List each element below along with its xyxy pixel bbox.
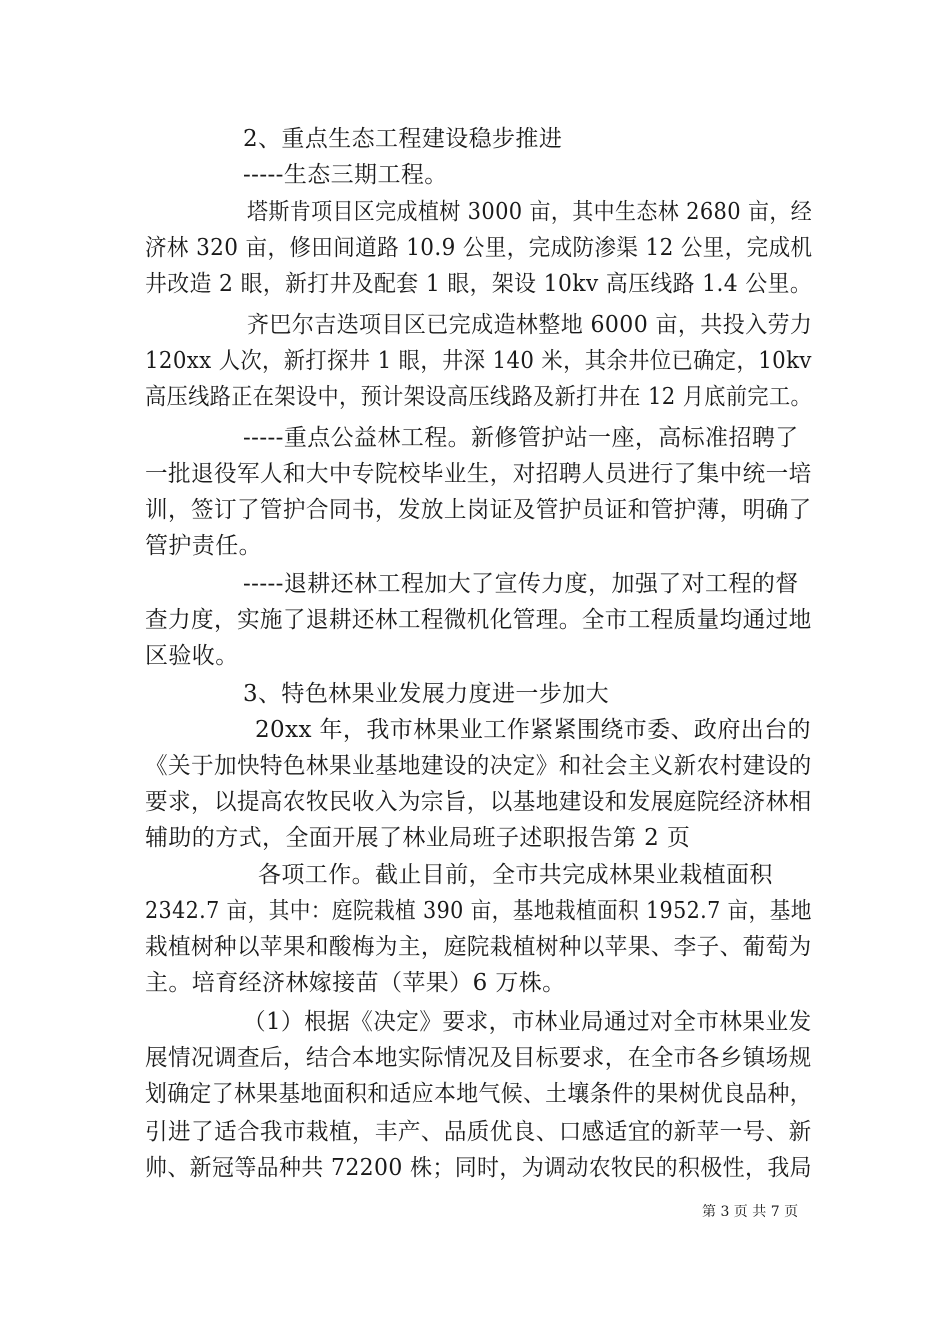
paragraph-line: 划确定了林果基地面积和适应本地气候、土壤条件的果树优良品种， <box>145 1081 812 1107</box>
paragraph-line: 帅、新冠等品种共 72200 株；同时，为调动农牧民的积极性，我局 <box>145 1155 812 1181</box>
paragraph-line: 齐巴尔吉迭项目区已完成造林整地 6000 亩，共投入劳力 <box>247 312 813 338</box>
paragraph-line: 120xx 人次，新打探井 1 眼，井深 140 米，其余井位已确定，10kv <box>145 348 812 374</box>
paragraph-line: 栽植树种以苹果和酸梅为主，庭院栽植树种以苹果、李子、葡萄为 <box>145 934 812 960</box>
paragraph-line: 济林 320 亩，修田间道路 10.9 公里，完成防渗渠 12 公里，完成机 <box>145 235 813 261</box>
paragraph-line: 塔斯肯项目区完成植树 3000 亩，其中生态林 2680 亩，经 <box>247 199 813 225</box>
paragraph-line: -----重点公益林工程。新修管护站一座，高标准招聘了 <box>243 425 799 451</box>
paragraph-line: 引进了适合我市栽植，丰产、品质优良、口感适宜的新苹一号、新 <box>145 1119 812 1145</box>
paragraph-line: 查力度，实施了退耕还林工程微机化管理。全市工程质量均通过地 <box>145 607 812 633</box>
paragraph-line: 训，签订了管护合同书，发放上岗证及管护员证和管护薄，明确了 <box>145 497 812 523</box>
paragraph-line: 高压线路正在架设中，预计架设高压线路及新打井在 12 月底前完工。 <box>145 384 813 410</box>
paragraph-line: 展情况调查后，结合本地实际情况及目标要求，在全市各乡镇场规 <box>145 1045 812 1071</box>
paragraph-line: 《关于加快特色林果业基地建设的决定》和社会主义新农村建设的 <box>145 753 812 779</box>
paragraph-line: 2342.7 亩，其中：庭院栽植 390 亩，基地栽植面积 1952.7 亩，基地 <box>145 898 812 924</box>
paragraph-line: 20xx 年，我市林果业工作紧紧围绕市委、政府出台的 <box>255 717 811 743</box>
page-number-footer: 第 3 页 共 7 页 <box>702 1204 799 1220</box>
section-heading-2: 2、重点生态工程建设稳步推进 <box>243 126 563 152</box>
paragraph-line: -----生态三期工程。 <box>243 162 448 188</box>
paragraph-line: （1）根据《决定》要求，市林业局通过对全市林果业发 <box>243 1009 812 1035</box>
paragraph-line: 主。培育经济林嫁接苗（苹果）6 万株。 <box>145 970 566 996</box>
paragraph-line: 各项工作。截止目前，全市共完成林果业栽植面积 <box>258 862 773 888</box>
paragraph-line: 井改造 2 眼，新打井及配套 1 眼，架设 10kv 高压线路 1.4 公里。 <box>145 271 813 297</box>
paragraph-line: 区验收。 <box>145 643 239 669</box>
paragraph-line: 辅助的方式，全面开展了林业局班子述职报告第 2 页 <box>145 825 691 851</box>
paragraph-line: 管护责任。 <box>145 533 262 559</box>
paragraph-line: -----退耕还林工程加大了宣传力度，加强了对工程的督 <box>243 571 799 597</box>
section-heading-3: 3、特色林果业发展力度进一步加大 <box>243 681 610 707</box>
paragraph-line: 一批退役军人和大中专院校毕业生，对招聘人员进行了集中统一培 <box>145 461 812 487</box>
paragraph-line: 要求，以提高农牧民收入为宗旨，以基地建设和发展庭院经济林相 <box>145 789 812 815</box>
